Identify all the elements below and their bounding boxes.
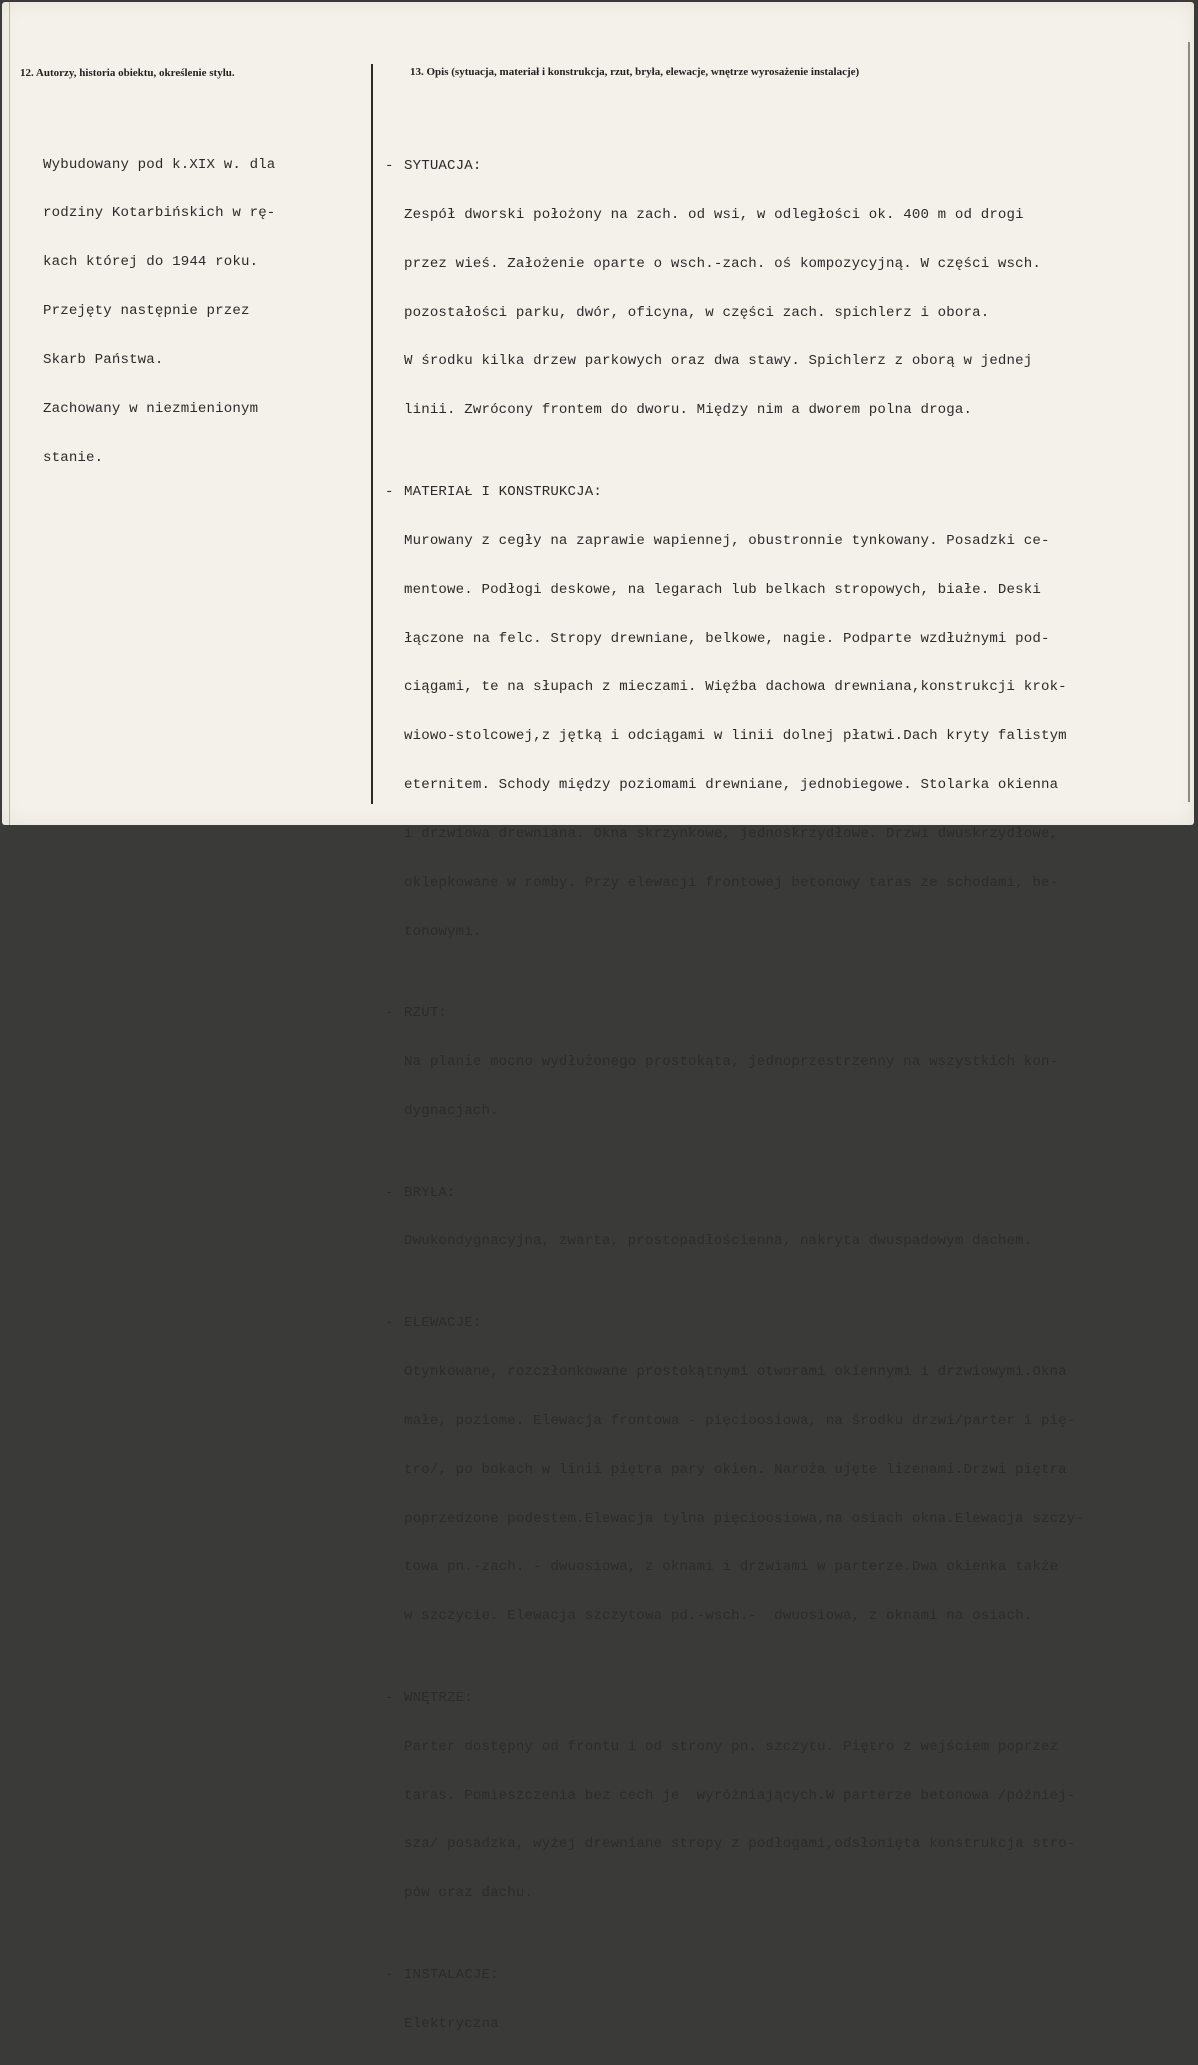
section-12-heading: 12. Autorzy, historia obiektu, określenie stylu.	[20, 67, 235, 79]
description-line: tonowymi.	[404, 923, 482, 940]
section-heading-instalacje: - INSTALACJE:	[385, 1966, 499, 1983]
section-heading-rzut: - RZUT:	[385, 1005, 448, 1022]
description-line: W środku kilka drzew parkowych oraz dwa stawy. Spichlerz z oborą w jednej	[404, 353, 1033, 370]
description-line: pów oraz dachu.	[404, 1885, 534, 1902]
history-line: stanie.	[43, 449, 104, 466]
section-heading-elewacje: - ELEWACJE:	[385, 1314, 482, 1331]
section-13-heading: 13. Opis (sytuacja, materiał i konstrukcja, rzut, bryła, elewacje, wnętrze wyrosażenie instalacje)	[410, 66, 860, 78]
description-line: dygnacjach.	[404, 1103, 499, 1120]
description-line: Elektryczna	[404, 2015, 499, 2032]
description-line: wiowo-stolcowej,z jętką i odciągami w linii dolnej płatwi.Dach kryty falistym	[404, 728, 1067, 745]
description-line: tro/, po bokach w linii piętra pary okien. Naroża ujęte lizenami.Drzwi piętra	[404, 1461, 1067, 1478]
page-right-edge	[1188, 42, 1190, 802]
column-divider	[371, 64, 373, 804]
description-text	[385, 109, 1084, 2065]
history-line: Skarb Państwa.	[43, 352, 164, 369]
history-line: Przejęty następnie przez	[43, 303, 250, 320]
description-line: ciągami, te na słupach z mieczami. Więźba dachowa drewniana,konstrukcji krok-	[404, 679, 1067, 696]
description-line: przez wieś. Założenie oparte o wsch.-zach. oś kompozycyjną. W części wsch.	[404, 255, 1041, 272]
history-line: Zachowany w niezmienionym	[43, 401, 259, 418]
page-edge-line	[9, 2, 10, 825]
description-line: mentowe. Podłogi deskowe, na legarach lub belkach stropowych, białe. Deski	[404, 581, 1041, 598]
description-line: w szczycie. Elewacja szczytowa pd.-wsch.- dwuosiowa, z oknami na osiach.	[404, 1608, 1033, 1625]
section-heading-sytuacja: - SYTUACJA:	[385, 157, 482, 174]
description-line: taras. Pomieszczenia bez cech je wyróżniających.W parterze betonowa /później-	[404, 1787, 1076, 1804]
description-line: Murowany z cegły na zaprawie wapiennej, obustronnie tynkowany. Posadzki ce-	[404, 532, 1050, 549]
description-line: linii. Zwrócony frontem do dworu. Między nim a dworem polna droga.	[404, 402, 973, 419]
section-heading-bryla: - BRYŁA:	[385, 1184, 456, 1201]
history-text	[43, 124, 275, 499]
history-line: kach której do 1944 roku.	[43, 254, 259, 271]
history-line: Wybudowany pod k.XIX w. dla	[43, 156, 276, 173]
description-line: i drzwiowa drewniana. Okna skrzynkowe, jednoskrzydłowe. Drzwi dwuskrzydłowe,	[404, 826, 1059, 843]
section-heading-wnetrze: - WNĘTRZE:	[385, 1689, 473, 1706]
description-line: Na planie mocno wydłużonego prostokąta, jednoprzestrzenny na wszystkich kon-	[404, 1054, 1059, 1071]
description-line: małe, poziome. Elewacja frontowa - pięcioosiowa, na środku drzwi/parter i pię-	[404, 1412, 1076, 1429]
section-heading-material: - MATERIAŁ I KONSTRUKCJA:	[385, 483, 602, 500]
description-line: Otynkowane, rozczłonkowane prostokątnymi otworami okiennymi i drzwiowymi.Okna	[404, 1363, 1067, 1380]
history-line: rodziny Kotarbińskich w rę-	[43, 205, 276, 222]
description-line: oklepkowane w romby. Przy elewacji frontowej betonowy taras ze schodami, be-	[404, 874, 1059, 891]
description-line: eternitem. Schody między poziomami drewniane, jednobiegowe. Stolarka okienna	[404, 777, 1059, 794]
description-line: sza/ posadzka, wyżej drewniane stropy z podłogami,odsłonięta konstrukcja stro-	[404, 1836, 1076, 1853]
description-line: towa pn.-zach. - dwuosiowa, z oknami i drzwiami w parterze.Dwa okienka także	[404, 1559, 1059, 1576]
description-line: poprzedzone podestem.Elewacja tylna pięcioosiowa,na osiach okna.Elewacja szczy-	[404, 1510, 1085, 1527]
document-page	[2, 2, 1194, 2032]
description-line: pozostałości parku, dwór, oficyna, w części zach. spichlerz i obora.	[404, 304, 990, 321]
description-line: Parter dostępny od frontu i od strony pn. szczytu. Piętro z wejściem poprzez	[404, 1738, 1059, 1755]
description-line: Zespół dworski położony na zach. od wsi, w odległości ok. 400 m od drogi	[404, 206, 1024, 223]
description-line: Dwukondygnacyjna, zwarta, prostopadłościenna, nakryta dwuspadowym dachem.	[404, 1233, 1033, 1250]
description-line: łączone na felc. Stropy drewniane, belkowe, nagie. Podparte wzdłużnymi pod-	[404, 630, 1050, 647]
